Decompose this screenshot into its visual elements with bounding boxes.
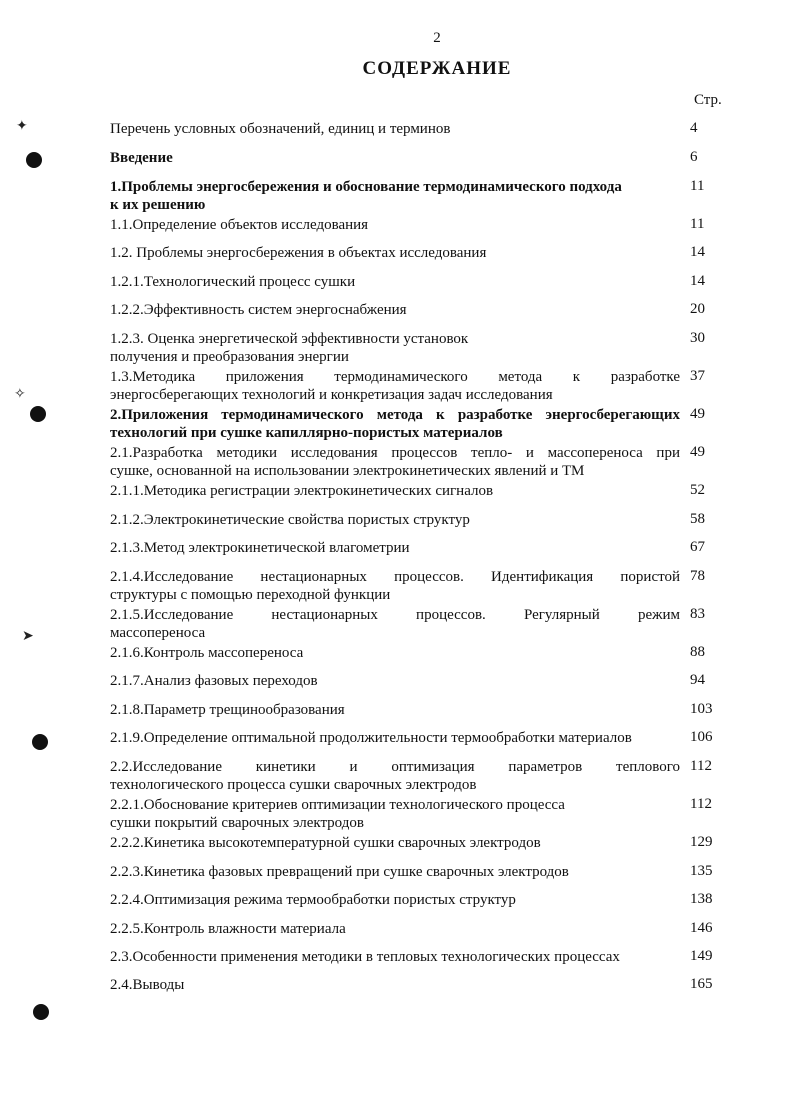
toc-entry: 2.2.5.Контроль влажности материала (110, 921, 346, 937)
toc-entry: Перечень условных обозначений, единиц и терминов (110, 121, 451, 137)
toc-entry-line: сушке, основанной на использовании электрокинетических явлений и ТМ (110, 463, 585, 479)
toc-page: 67 (690, 539, 705, 555)
toc-entry: 2.1.8.Параметр трещинообразования (110, 702, 345, 718)
toc-entry-line: 2.1.Разработка методики исследования процессов тепло- и массопереноса при (110, 445, 680, 461)
toc-entry: 2.1.9.Определение оптимальной продолжительности термообработки материалов (110, 730, 632, 746)
page-column-label: Стр. (694, 92, 722, 108)
scan-mark-icon: ✦ (16, 119, 28, 134)
toc-entry-line: 1.2.3. Оценка энергетической эффективности установок (110, 331, 469, 347)
toc-entry-line: 1.Проблемы энергосбережения и обоснование термодинамического подхода (110, 179, 622, 195)
toc-entry-line: 2.1.4.Исследование нестационарных процессов. Идентификация пористой (110, 569, 680, 585)
toc-page: 14 (690, 244, 705, 260)
toc-entry-line: 2.2.1.Обоснование критериев оптимизации технологического процесса (110, 797, 565, 813)
toc-entry: 2.1.7.Анализ фазовых переходов (110, 673, 318, 689)
toc-entry (110, 368, 680, 404)
toc-page: 129 (690, 834, 713, 850)
toc-entry-line: энергосберегающих технологий и конкретизация задач исследования (110, 387, 553, 403)
page-number-text: 2 (433, 30, 441, 46)
toc-entry-line: к их решению (110, 197, 206, 213)
toc-entry: 2.2.3.Кинетика фазовых превращений при сушке сварочных электродов (110, 864, 569, 880)
toc-page: 135 (690, 863, 713, 879)
toc-entry: 2.4.Выводы (110, 977, 185, 993)
toc-page: 49 (690, 444, 705, 460)
toc-entry: 1.1.Определение объектов исследования (110, 217, 369, 233)
toc-entry (110, 758, 680, 794)
toc-page: 52 (690, 482, 705, 498)
toc-entry-line: сушки покрытий сварочных электродов (110, 815, 364, 831)
toc-entry-line: 2.1.5.Исследование нестационарных процессов. Регулярный режим (110, 607, 680, 623)
toc-page: 94 (690, 672, 705, 688)
toc-page: 11 (690, 216, 705, 232)
toc-entry (110, 606, 680, 642)
toc-entry: 2.1.1.Методика регистрации электрокинетических сигналов (110, 483, 494, 499)
toc-entry: 2.1.2.Электрокинетические свойства пористых структур (110, 512, 470, 528)
scan-mark-icon: ✧ (14, 387, 26, 402)
toc-entry (110, 444, 680, 480)
toc-page: 149 (690, 948, 713, 964)
toc-entry: 2.1.3.Метод электрокинетической влагометрии (110, 540, 410, 556)
toc-page: 49 (690, 406, 705, 422)
toc-entry: Введение (110, 150, 173, 166)
toc-page: 112 (690, 758, 712, 774)
toc-entry (110, 406, 680, 442)
toc-page: 6 (690, 149, 698, 165)
toc-entry-line: 2.2.Исследование кинетики и оптимизация параметров теплового (110, 759, 680, 775)
toc-page: 11 (690, 178, 705, 194)
toc-entry: 1.2.2.Эффективность систем энергоснабжения (110, 302, 407, 318)
toc-entry: 2.2.2.Кинетика высокотемпературной сушки сварочных электродов (110, 835, 541, 851)
scan-mark-icon: ➤ (22, 629, 34, 644)
page-title: СОДЕРЖАНИЕ (362, 58, 512, 79)
toc-entry (110, 330, 680, 366)
toc-entry-line: получения и преобразования энергии (110, 349, 349, 365)
toc-page: 37 (690, 368, 705, 384)
toc-entry: 1.2. Проблемы энергосбережения в объектах исследования (110, 245, 487, 261)
toc-page: 112 (690, 796, 712, 812)
toc-entry (110, 178, 680, 214)
toc-page: 103 (690, 701, 713, 717)
toc-entry (110, 568, 680, 604)
toc-entry (110, 796, 680, 832)
toc-entry-line: структуры с помощью переходной функции (110, 587, 391, 603)
toc-entry-line: 2.Приложения термодинамического метода к разработке энергосберегающих (110, 407, 680, 423)
toc-page: 106 (690, 729, 713, 745)
toc-entry-line: технологий при сушке капиллярно-пористых материалов (110, 425, 503, 441)
toc-entry-line: 1.3.Методика приложения термодинамического метода к разработке (110, 369, 680, 385)
toc-page: 30 (690, 330, 705, 346)
toc-page: 58 (690, 511, 705, 527)
toc-page: 146 (690, 920, 713, 936)
toc-entry: 2.2.4.Оптимизация режима термообработки пористых структур (110, 892, 516, 908)
toc-page: 138 (690, 891, 713, 907)
toc-entry-line: массопереноса (110, 625, 206, 641)
toc-page: 78 (690, 568, 705, 584)
toc-page: 83 (690, 606, 705, 622)
toc-entry-line: технологического процесса сушки сварочных электродов (110, 777, 477, 793)
toc-page: 14 (690, 273, 705, 289)
toc-page: 165 (690, 976, 713, 992)
toc-page: 4 (690, 120, 698, 136)
toc-page: 88 (690, 644, 705, 660)
toc-page: 20 (690, 301, 705, 317)
toc-entry: 2.1.6.Контроль массопереноса (110, 645, 304, 661)
toc-entry: 1.2.1.Технологический процесс сушки (110, 274, 356, 290)
toc-entry: 2.3.Особенности применения методики в тепловых технологических процессах (110, 949, 620, 965)
